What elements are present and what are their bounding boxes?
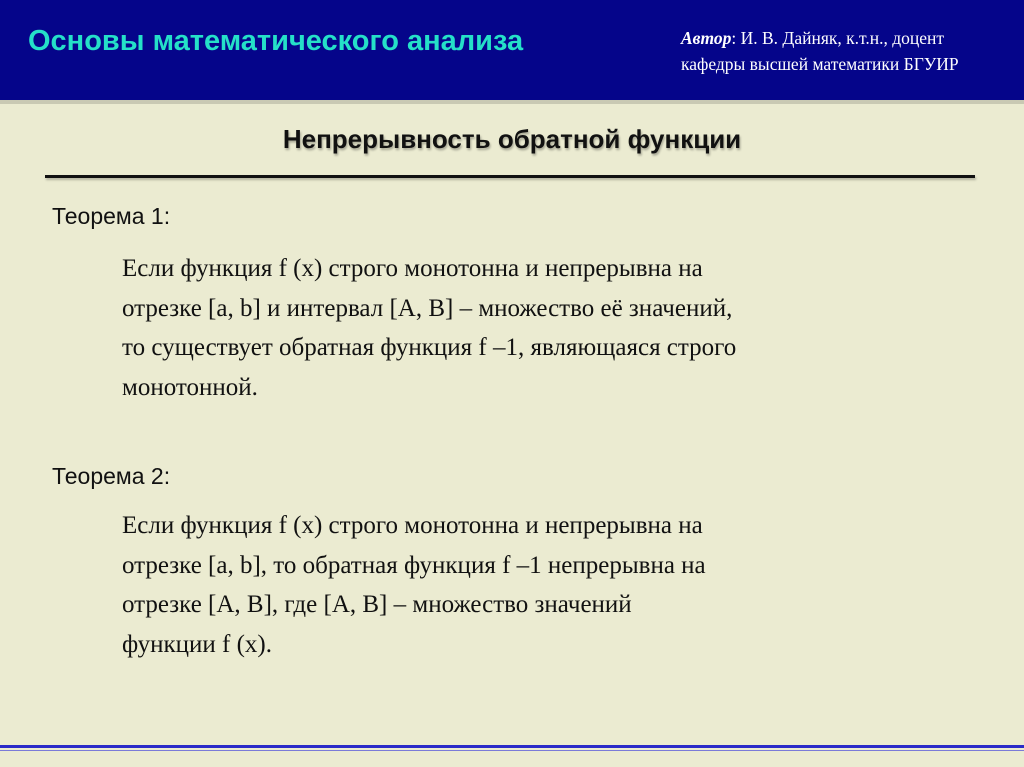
author-line-2: кафедры высшей математики БГУИР bbox=[681, 54, 959, 74]
footer-divider-thin bbox=[0, 750, 1024, 751]
theorem-1-line-3: то существует обратная функция f –1, являющаяся строго bbox=[122, 334, 737, 361]
theorem-2-line-3: отрезке [A, B], где [A, B] – множество значений bbox=[122, 591, 632, 618]
theorem-1-heading: Теорема 1: bbox=[52, 203, 171, 229]
theorem-2-line-4: функции f (x). bbox=[122, 630, 272, 658]
theorem-2-statement bbox=[122, 506, 982, 664]
theorem-1-line-1: Если функция f (x) строго монотонна и непрерывна на bbox=[122, 255, 703, 282]
theorem-1-line-4: монотонной. bbox=[122, 373, 258, 401]
footer-divider bbox=[0, 745, 1024, 748]
theorem-2-line-1: Если функция f (x) строго монотонна и непрерывна на bbox=[122, 512, 703, 539]
author-name: : И. В. Дайняк, к.т.н., доцент bbox=[731, 28, 945, 48]
theorem-1-line-2: отрезке [a, b] и интервал [A, B] – множество её значений, bbox=[122, 294, 733, 322]
theorem-2-line-2: отрезке [a, b], то обратная функция f –1 непрерывна на bbox=[122, 551, 706, 579]
author-line-1 bbox=[681, 25, 959, 51]
slide-title: Непрерывность обратной функции bbox=[282, 124, 742, 154]
header-bar bbox=[0, 0, 1024, 104]
author-info bbox=[681, 25, 959, 77]
title-divider bbox=[45, 175, 975, 178]
theorem-2-heading: Теорема 2: bbox=[52, 463, 171, 489]
course-title: Основы математического анализа bbox=[28, 25, 524, 57]
author-label: Автор bbox=[681, 28, 732, 48]
theorem-1-statement bbox=[122, 249, 982, 407]
